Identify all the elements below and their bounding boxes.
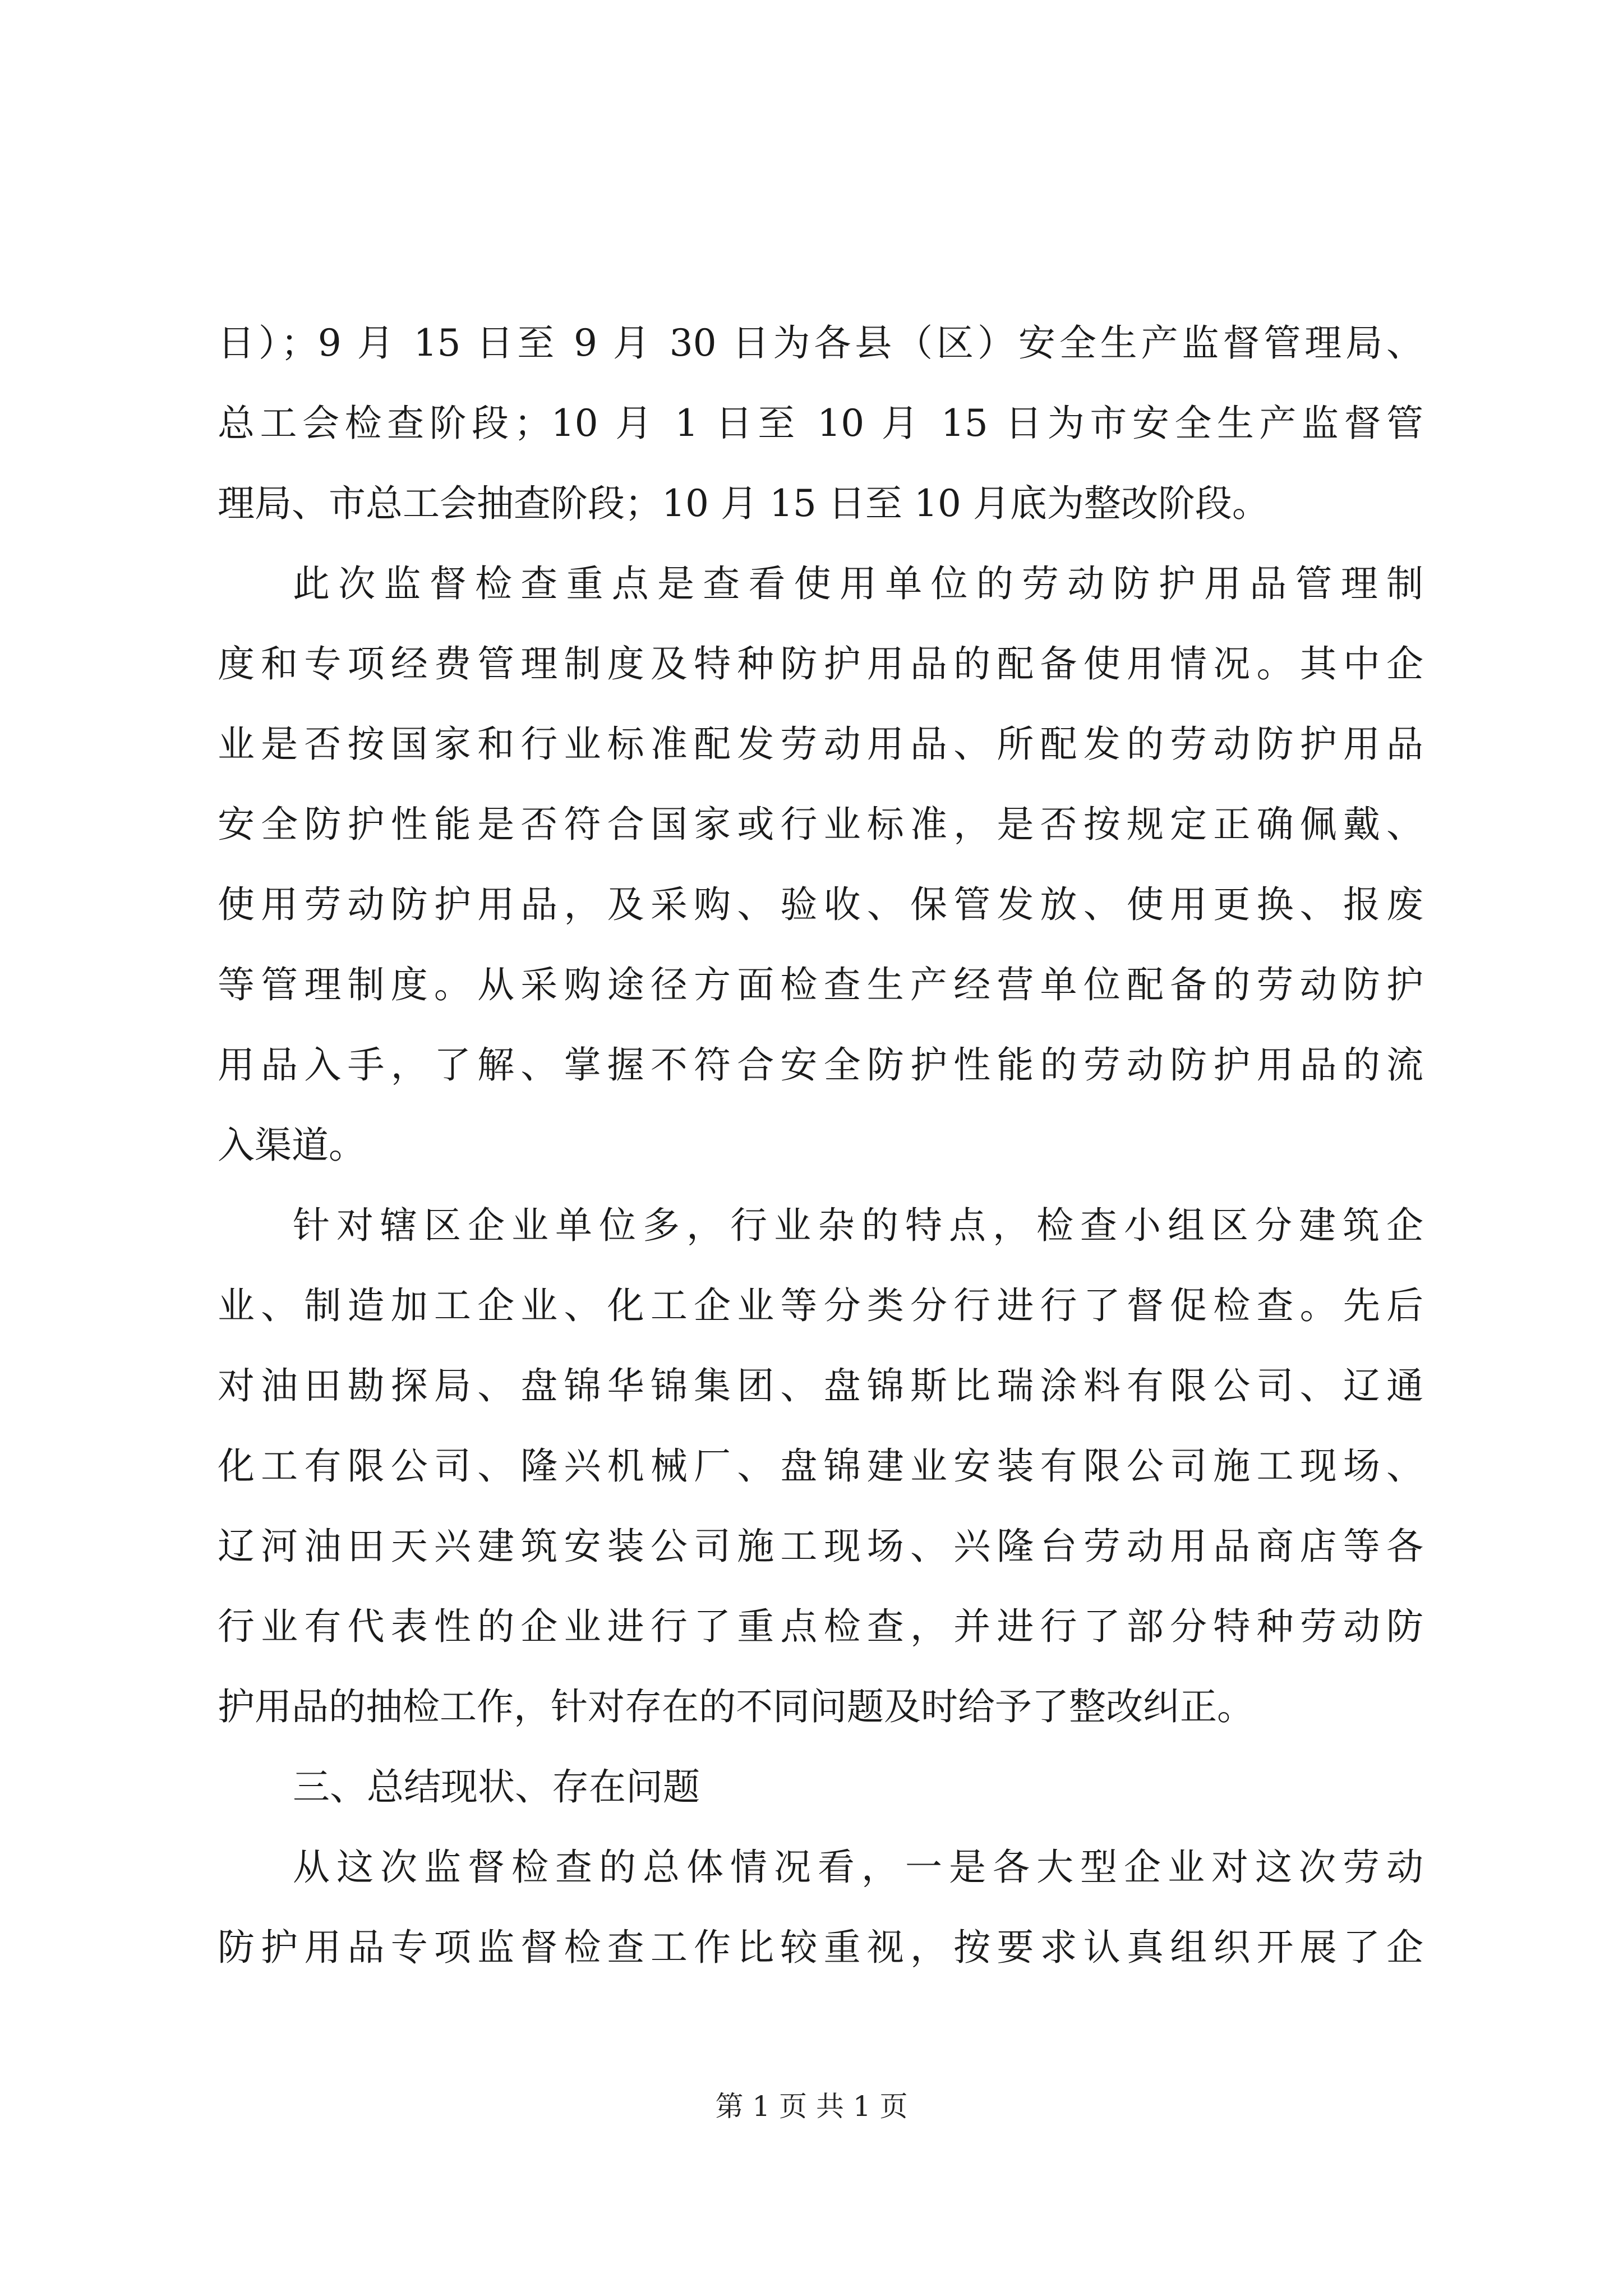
text-line: 等管理制度。从采购途径方面检查生产经营单位配备的劳动防护 xyxy=(218,963,1423,1006)
text-line: 安全防护性能是否符合国家或行业标准，是否按规定正确佩戴、 xyxy=(218,803,1423,846)
text-line: 度和专项经费管理制度及特种防护用品的配备使用情况。其中企 xyxy=(218,642,1423,685)
text-line: 辽河油田天兴建筑安装公司施工现场、兴隆台劳动用品商店等各 xyxy=(218,1525,1423,1568)
text-line: 使用劳动防护用品，及采购、验收、保管发放、使用更换、报废 xyxy=(218,883,1423,926)
text-line: 总工会检查阶段；10 月 1 日至 10 月 15 日为市安全生产监督管 xyxy=(218,402,1423,445)
text-line: 入渠道。 xyxy=(218,1124,366,1167)
text-line: 对油田勘探局、盘锦华锦集团、盘锦斯比瑞涂料有限公司、辽通 xyxy=(218,1364,1423,1407)
text-line: 从这次监督检查的总体情况看，一是各大型企业对这次劳动 xyxy=(293,1846,1423,1889)
text-line: 行业有代表性的企业进行了重点检查，并进行了部分特种劳动防 xyxy=(218,1605,1423,1648)
text-line: 此次监督检查重点是查看使用单位的劳动防护用品管理制 xyxy=(293,562,1423,605)
text-line: 三、总结现状、存在问题 xyxy=(293,1765,700,1809)
text-line: 防护用品专项监督检查工作比较重视，按要求认真组织开展了企 xyxy=(218,1926,1423,1969)
document-body xyxy=(218,303,1423,1987)
text-line: 理局、市总工会抽查阶段；10 月 15 日至 10 月底为整改阶段。 xyxy=(218,482,1269,525)
text-line: 业、制造加工企业、化工企业等分类分行进行了督促检查。先后 xyxy=(218,1284,1423,1327)
text-line: 护用品的抽检工作，针对存在的不同问题及时给予了整改纠正。 xyxy=(218,1685,1254,1728)
text-line: 用品入手，了解、掌握不符合安全防护性能的劳动防护用品的流 xyxy=(218,1043,1423,1087)
text-line: 化工有限公司、隆兴机械厂、盘锦建业安装有限公司施工现场、 xyxy=(218,1444,1423,1488)
page-footer: 第 1 页 共 1 页 xyxy=(715,2090,908,2123)
text-line: 日）；9 月 15 日至 9 月 30 日为各县（区）安全生产监督管理局、 xyxy=(218,321,1423,365)
text-line: 针对辖区企业单位多，行业杂的特点，检查小组区分建筑企 xyxy=(293,1204,1423,1247)
text-line: 业是否按国家和行业标准配发劳动用品、所配发的劳动防护用品 xyxy=(218,723,1423,766)
